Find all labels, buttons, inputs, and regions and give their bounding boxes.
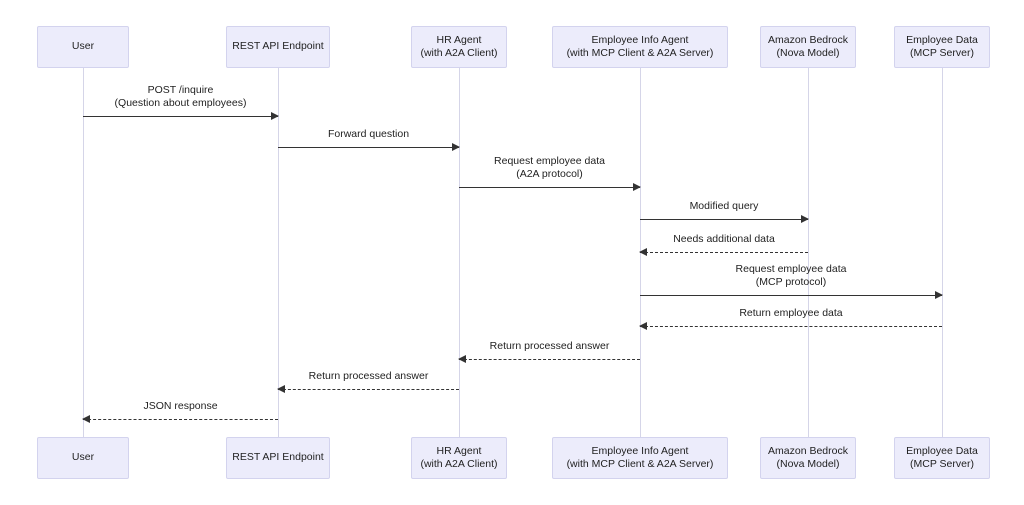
message-label-line1: Needs additional data <box>673 233 775 246</box>
message-line <box>83 116 278 117</box>
message-label-line1: Request employee data <box>494 154 605 167</box>
message-label-line1: Return employee data <box>739 307 843 320</box>
footer-participant-user <box>37 437 129 479</box>
participant-label-secondary: (Nova Model) <box>776 458 840 470</box>
arrowhead-icon <box>801 215 809 223</box>
arrowhead-icon <box>82 415 90 423</box>
message-label-line1: Request employee data <box>735 262 847 275</box>
header-participant-amazon-bedrock <box>760 26 856 68</box>
message-label <box>278 370 459 384</box>
message-line <box>278 147 459 148</box>
message-label-line1: Return processed answer <box>308 370 429 383</box>
message-line <box>640 295 942 296</box>
message-label <box>640 200 808 214</box>
participant-label-primary: REST API Endpoint <box>232 451 324 464</box>
participant-label-primary: Amazon Bedrock <box>768 444 848 457</box>
arrowhead-icon <box>935 291 943 299</box>
participant-label-secondary: (with A2A Client) <box>420 47 498 59</box>
message-label-line1: POST /inquire <box>147 83 214 96</box>
lifeline-employee-data <box>942 68 943 437</box>
message-label <box>278 128 459 142</box>
participant-label-primary: Amazon Bedrock <box>768 33 848 46</box>
participant-label-secondary: (with A2A Client) <box>420 458 498 470</box>
arrowhead-icon <box>639 322 647 330</box>
participant-label-primary: HR Agent <box>436 444 482 457</box>
message-label-line1: Modified query <box>689 200 759 213</box>
footer-participant-employee-info-agent <box>552 437 728 479</box>
participant-label-secondary: (with MCP Client & A2A Server) <box>566 47 714 59</box>
message-line <box>459 359 640 360</box>
message-label-line2: (MCP protocol) <box>755 276 827 289</box>
footer-participant-rest-api-endpoint <box>226 437 330 479</box>
participant-label-primary: User <box>71 451 95 464</box>
message-label-line2: (A2A protocol) <box>516 168 583 181</box>
arrowhead-icon <box>271 112 279 120</box>
message-label-line2: (Question about employees) <box>114 97 247 110</box>
participant-label-secondary: (with MCP Client & A2A Server) <box>566 458 714 470</box>
participant-label-primary: User <box>71 40 95 53</box>
message-label-line1: Forward question <box>327 128 410 141</box>
message-line <box>640 252 808 253</box>
message-label <box>640 263 942 290</box>
arrowhead-icon <box>452 143 460 151</box>
message-line <box>640 326 942 327</box>
message-label-line1: JSON response <box>143 400 218 413</box>
message-label <box>459 155 640 182</box>
header-participant-user <box>37 26 129 68</box>
header-participant-rest-api-endpoint <box>226 26 330 68</box>
footer-participant-employee-data <box>894 437 990 479</box>
arrowhead-icon <box>277 385 285 393</box>
participant-label-primary: Employee Data <box>906 33 978 46</box>
participant-label-primary: HR Agent <box>436 33 482 46</box>
header-participant-employee-info-agent <box>552 26 728 68</box>
message-label-line1: Return processed answer <box>489 340 610 353</box>
message-label <box>640 307 942 321</box>
arrowhead-icon <box>458 355 466 363</box>
footer-participant-amazon-bedrock <box>760 437 856 479</box>
arrowhead-icon <box>633 183 641 191</box>
participant-label-secondary: (MCP Server) <box>910 47 974 59</box>
message-label <box>83 84 278 111</box>
footer-participant-hr-agent <box>411 437 507 479</box>
participant-label-primary: Employee Info Agent <box>591 444 689 457</box>
participant-label-primary: Employee Data <box>906 444 978 457</box>
arrowhead-icon <box>639 248 647 256</box>
header-participant-hr-agent <box>411 26 507 68</box>
participant-label-primary: REST API Endpoint <box>232 40 324 53</box>
message-line <box>278 389 459 390</box>
header-participant-employee-data <box>894 26 990 68</box>
message-line <box>459 187 640 188</box>
message-line <box>83 419 278 420</box>
message-label <box>83 400 278 414</box>
participant-label-secondary: (Nova Model) <box>776 47 840 59</box>
participant-label-primary: Employee Info Agent <box>591 33 689 46</box>
message-line <box>640 219 808 220</box>
message-label <box>459 340 640 354</box>
participant-label-secondary: (MCP Server) <box>910 458 974 470</box>
message-label <box>640 233 808 247</box>
lifeline-user <box>83 68 84 437</box>
